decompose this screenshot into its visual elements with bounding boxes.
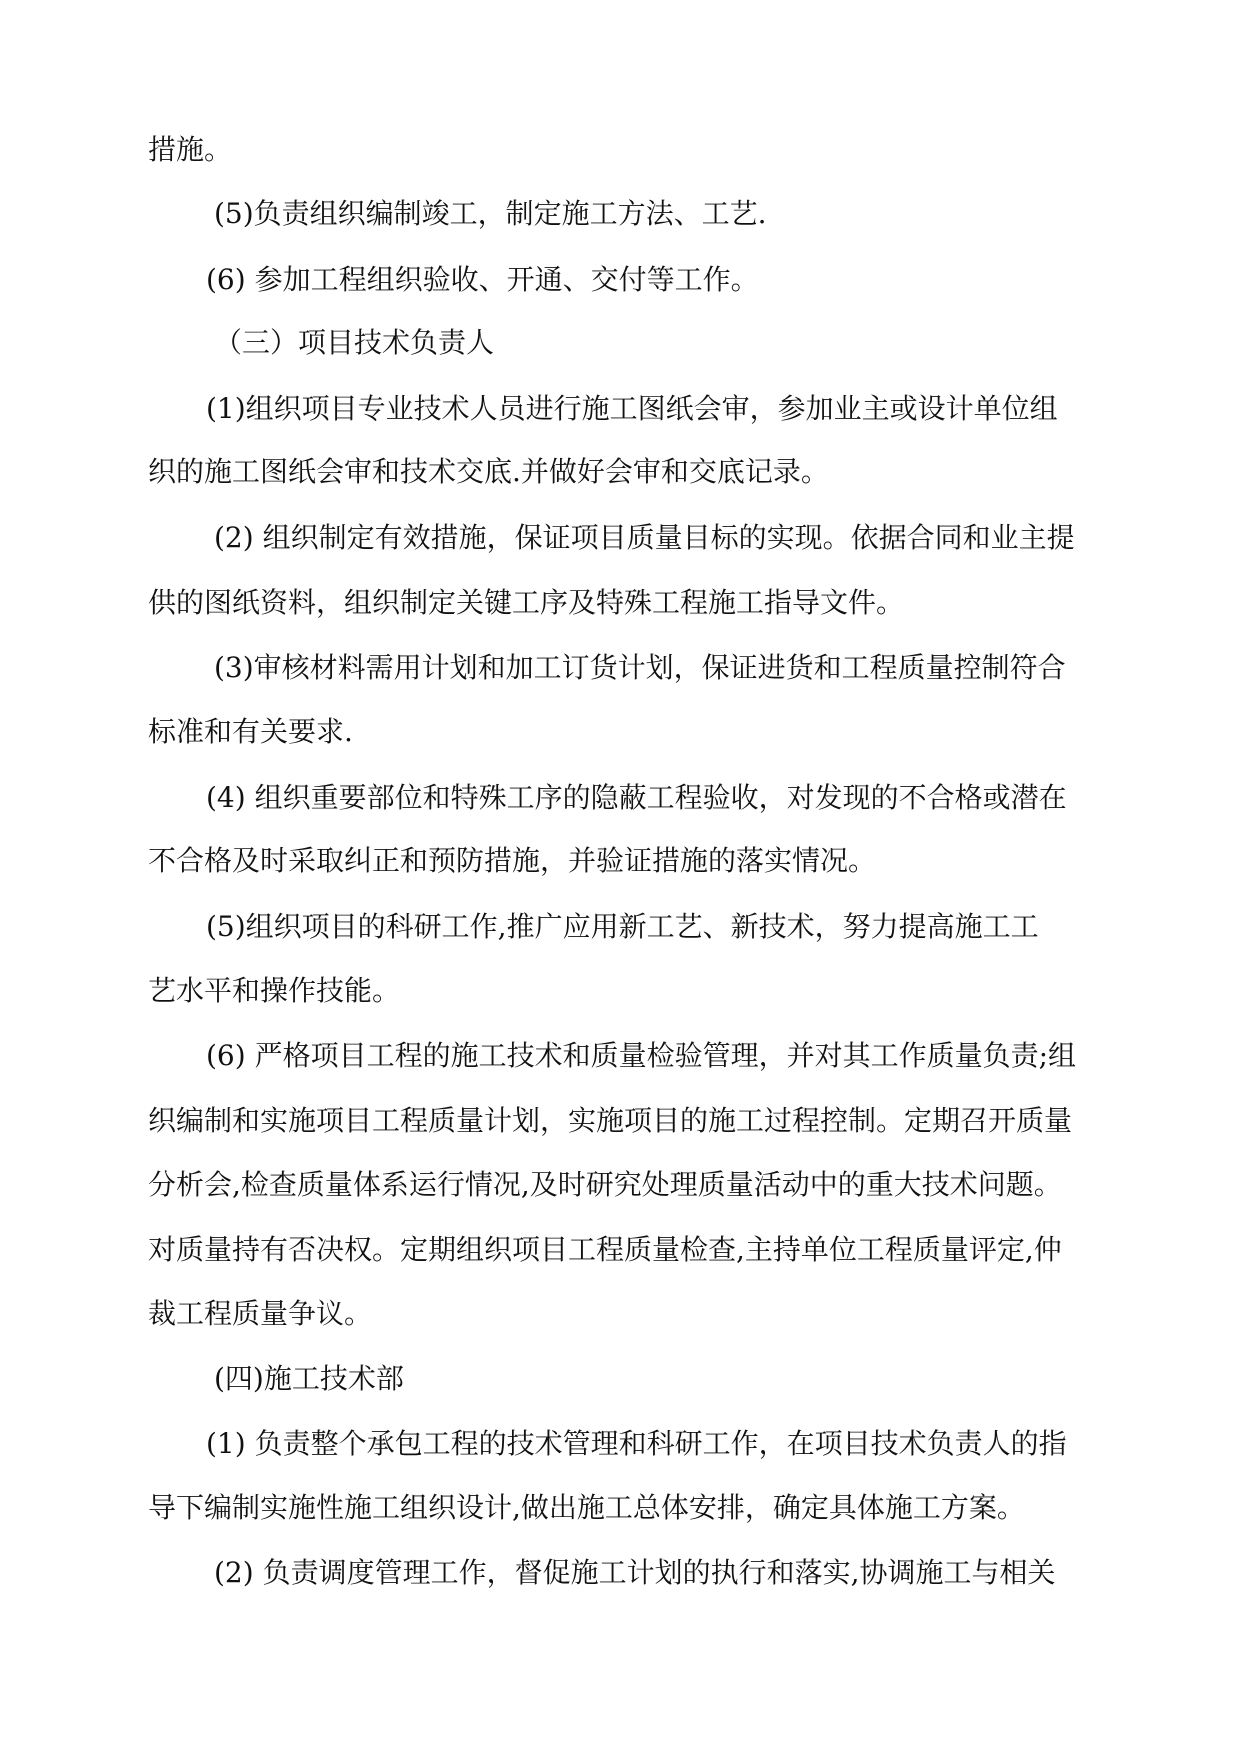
paragraph-line: 织编制和实施项目工程质量计划，实施项目的施工过程控制。定期召开质量 bbox=[148, 1104, 1073, 1137]
paragraph-line: (5)负责组织编制竣工，制定施工方法、工艺. bbox=[214, 197, 767, 230]
paragraph-line: 导下编制实施性施工组织设计,做出施工总体安排，确定具体施工方案。 bbox=[148, 1491, 1025, 1524]
paragraph-line: 标准和有关要求. bbox=[148, 715, 353, 748]
paragraph-line: 织的施工图纸会审和技术交底.并做好会审和交底记录。 bbox=[148, 455, 829, 488]
paragraph-line: 不合格及时采取纠正和预防措施，并验证措施的落实情况。 bbox=[148, 844, 877, 877]
paragraph-line: 艺水平和操作技能。 bbox=[148, 974, 401, 1007]
paragraph-line: (2) 组织制定有效措施，保证项目质量目标的实现。依据合同和业主提 bbox=[214, 521, 1075, 554]
paragraph-line: (3)审核材料需用计划和加工订货计划，保证进货和工程质量控制符合 bbox=[214, 651, 1066, 684]
paragraph-line: (1) 负责整个承包工程的技术管理和科研工作，在项目技术负责人的指 bbox=[206, 1427, 1067, 1460]
paragraph-line: 措施。 bbox=[148, 133, 233, 166]
paragraph-line: (6) 参加工程组织验收、开通、交付等工作。 bbox=[206, 263, 759, 296]
paragraph-line: 裁工程质量争议。 bbox=[148, 1297, 373, 1330]
section-heading: （三）项目技术负责人 bbox=[214, 326, 495, 359]
paragraph-line: 分析会,检查质量体系运行情况,及时研究处理质量活动中的重大技术问题。 bbox=[148, 1168, 1062, 1201]
paragraph-line: (2) 负责调度管理工作，督促施工计划的执行和落实,协调施工与相关 bbox=[214, 1556, 1056, 1589]
paragraph-line: 对质量持有否决权。定期组织项目工程质量检查,主持单位工程质量评定,仲 bbox=[148, 1233, 1062, 1266]
paragraph-line: (6) 严格项目工程的施工技术和质量检验管理，并对其工作质量负责;组 bbox=[206, 1039, 1076, 1072]
paragraph-line: 供的图纸资料，组织制定关键工序及特殊工程施工指导文件。 bbox=[148, 586, 905, 619]
section-heading: (四)施工技术部 bbox=[214, 1362, 404, 1395]
paragraph-line: (5)组织项目的科研工作,推广应用新工艺、新技术，努力提高施工工 bbox=[206, 910, 1039, 943]
paragraph-line: (1)组织项目专业技术人员进行施工图纸会审，参加业主或设计单位组 bbox=[206, 392, 1058, 425]
paragraph-line: (4) 组织重要部位和特殊工序的隐蔽工程验收，对发现的不合格或潜在 bbox=[206, 781, 1067, 814]
